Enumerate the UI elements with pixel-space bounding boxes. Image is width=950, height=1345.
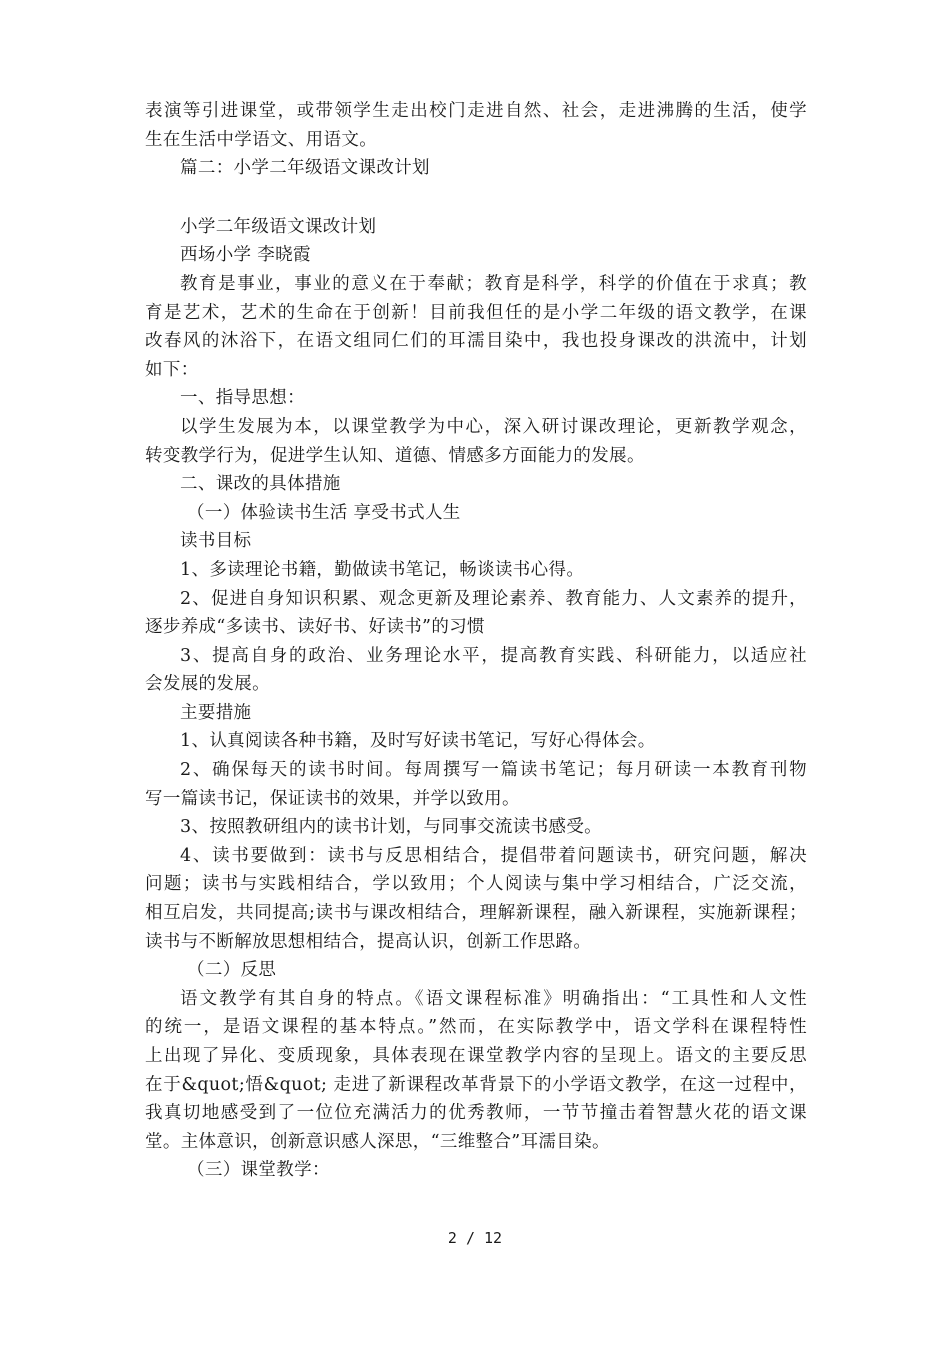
text-line: 我真切地感受到了一位位充满活力的优秀教师，一节节撞击着智慧火花的语文课 [145,1103,807,1124]
list-item: 3、按照教研组内的读书计划，与同事交流读书感受。 [180,817,603,838]
text-line: 会发展的发展。 [145,674,270,695]
list-item: 1、多读理论书籍，勤做读书笔记，畅谈读书心得。 [180,559,585,580]
section-heading: 一、指导思想： [180,388,305,409]
text-line: 写一篇读书记，保证读书的效果，并学以致用。 [145,788,520,809]
subsection-heading: （二）反思 [187,960,277,981]
text-line: 育是艺术，艺术的生命在于创新！目前我但任的是小学二年级的语文教学，在课 [145,302,807,323]
text-line: 以学生发展为本，以课堂教学为中心，深入研讨课改理论，更新教学观念， [180,416,807,437]
blank-gap [145,183,807,213]
text-line: 转变教学行为，促进学生认知、道德、情感多方面能力的发展。 [145,445,645,466]
list-item: 1、认真阅读各种书籍，及时写好读书笔记，写好心得体会。 [180,731,656,752]
list-item: 4、读书要做到：读书与反思相结合，提倡带着问题读书，研究问题，解决 [180,845,807,866]
section-heading: 二、课改的具体措施 [180,474,341,495]
subsection-heading: （一）体验读书生活 享受书式人生 [187,502,461,523]
list-item: 2、促进自身知识积累、观念更新及理论素养、教育能力、人文素养的提升， [180,588,807,609]
section-heading: 篇二：小学二年级语文课改计划 [180,158,430,179]
document-title: 小学二年级语文课改计划 [180,216,377,237]
list-item: 2、确保每天的读书时间。每周撰写一篇读书笔记；每月研读一本教育刊物 [180,760,807,781]
text-line: 语文教学有其自身的特点。《语文课程标准》明确指出：“工具性和人文性 [180,988,807,1009]
subheading: 主要措施 [180,702,252,723]
text-line: 教育是事业，事业的意义在于奉献；教育是科学，科学的价值在于求真；教 [180,273,807,294]
text-line: 如下： [145,359,199,380]
text-line: 表演等引进课堂，或带领学生走出校门走进自然、社会，走进沸腾的生活，使学 [145,101,807,121]
text-line: 的统一，是语文课程的基本特点。”然而，在实际教学中，语文学科在课程特性 [145,1017,807,1038]
list-item: 3、提高自身的政治、业务理论水平，提高教育实践、科研能力，以适应社 [180,645,807,666]
document-body [145,97,807,1185]
text-line: 问题；读书与实践相结合，学以致用；个人阅读与集中学习相结合，广泛交流， [145,874,807,895]
text-line: 读书与不断解放思想相结合，提高认识，创新工作思路。 [145,931,592,952]
text-line: 在于&quot;悟&quot; 走进了新课程改革背景下的小学语文教学，在这一过程中， [145,1074,807,1095]
page-number: 2 / 12 [447,1229,503,1247]
text-line: 改春风的沐浴下，在语文组同仁们的耳濡目染中，我也投身课改的洪流中，计划 [145,331,807,352]
text-line: 堂。主体意识，创新意识感人深思，“三维整合”耳濡目染。 [145,1131,610,1152]
subheading: 读书目标 [180,531,252,552]
text-line: 逐步养成“多读书、读好书、好读书”的习惯 [145,617,485,638]
subsection-heading: （三）课堂教学： [187,1160,330,1181]
author-line: 西场小学 李晓霞 [180,245,311,266]
text-line: 相互启发，共同提高;读书与课改相结合，理解新课程，融入新课程，实施新课程； [145,903,807,924]
text-line: 生在生活中学语文、用语文。 [145,129,378,150]
text-line: 上出现了异化、变质现象，具体表现在课堂教学内容的呈现上。语文的主要反思 [145,1046,807,1066]
